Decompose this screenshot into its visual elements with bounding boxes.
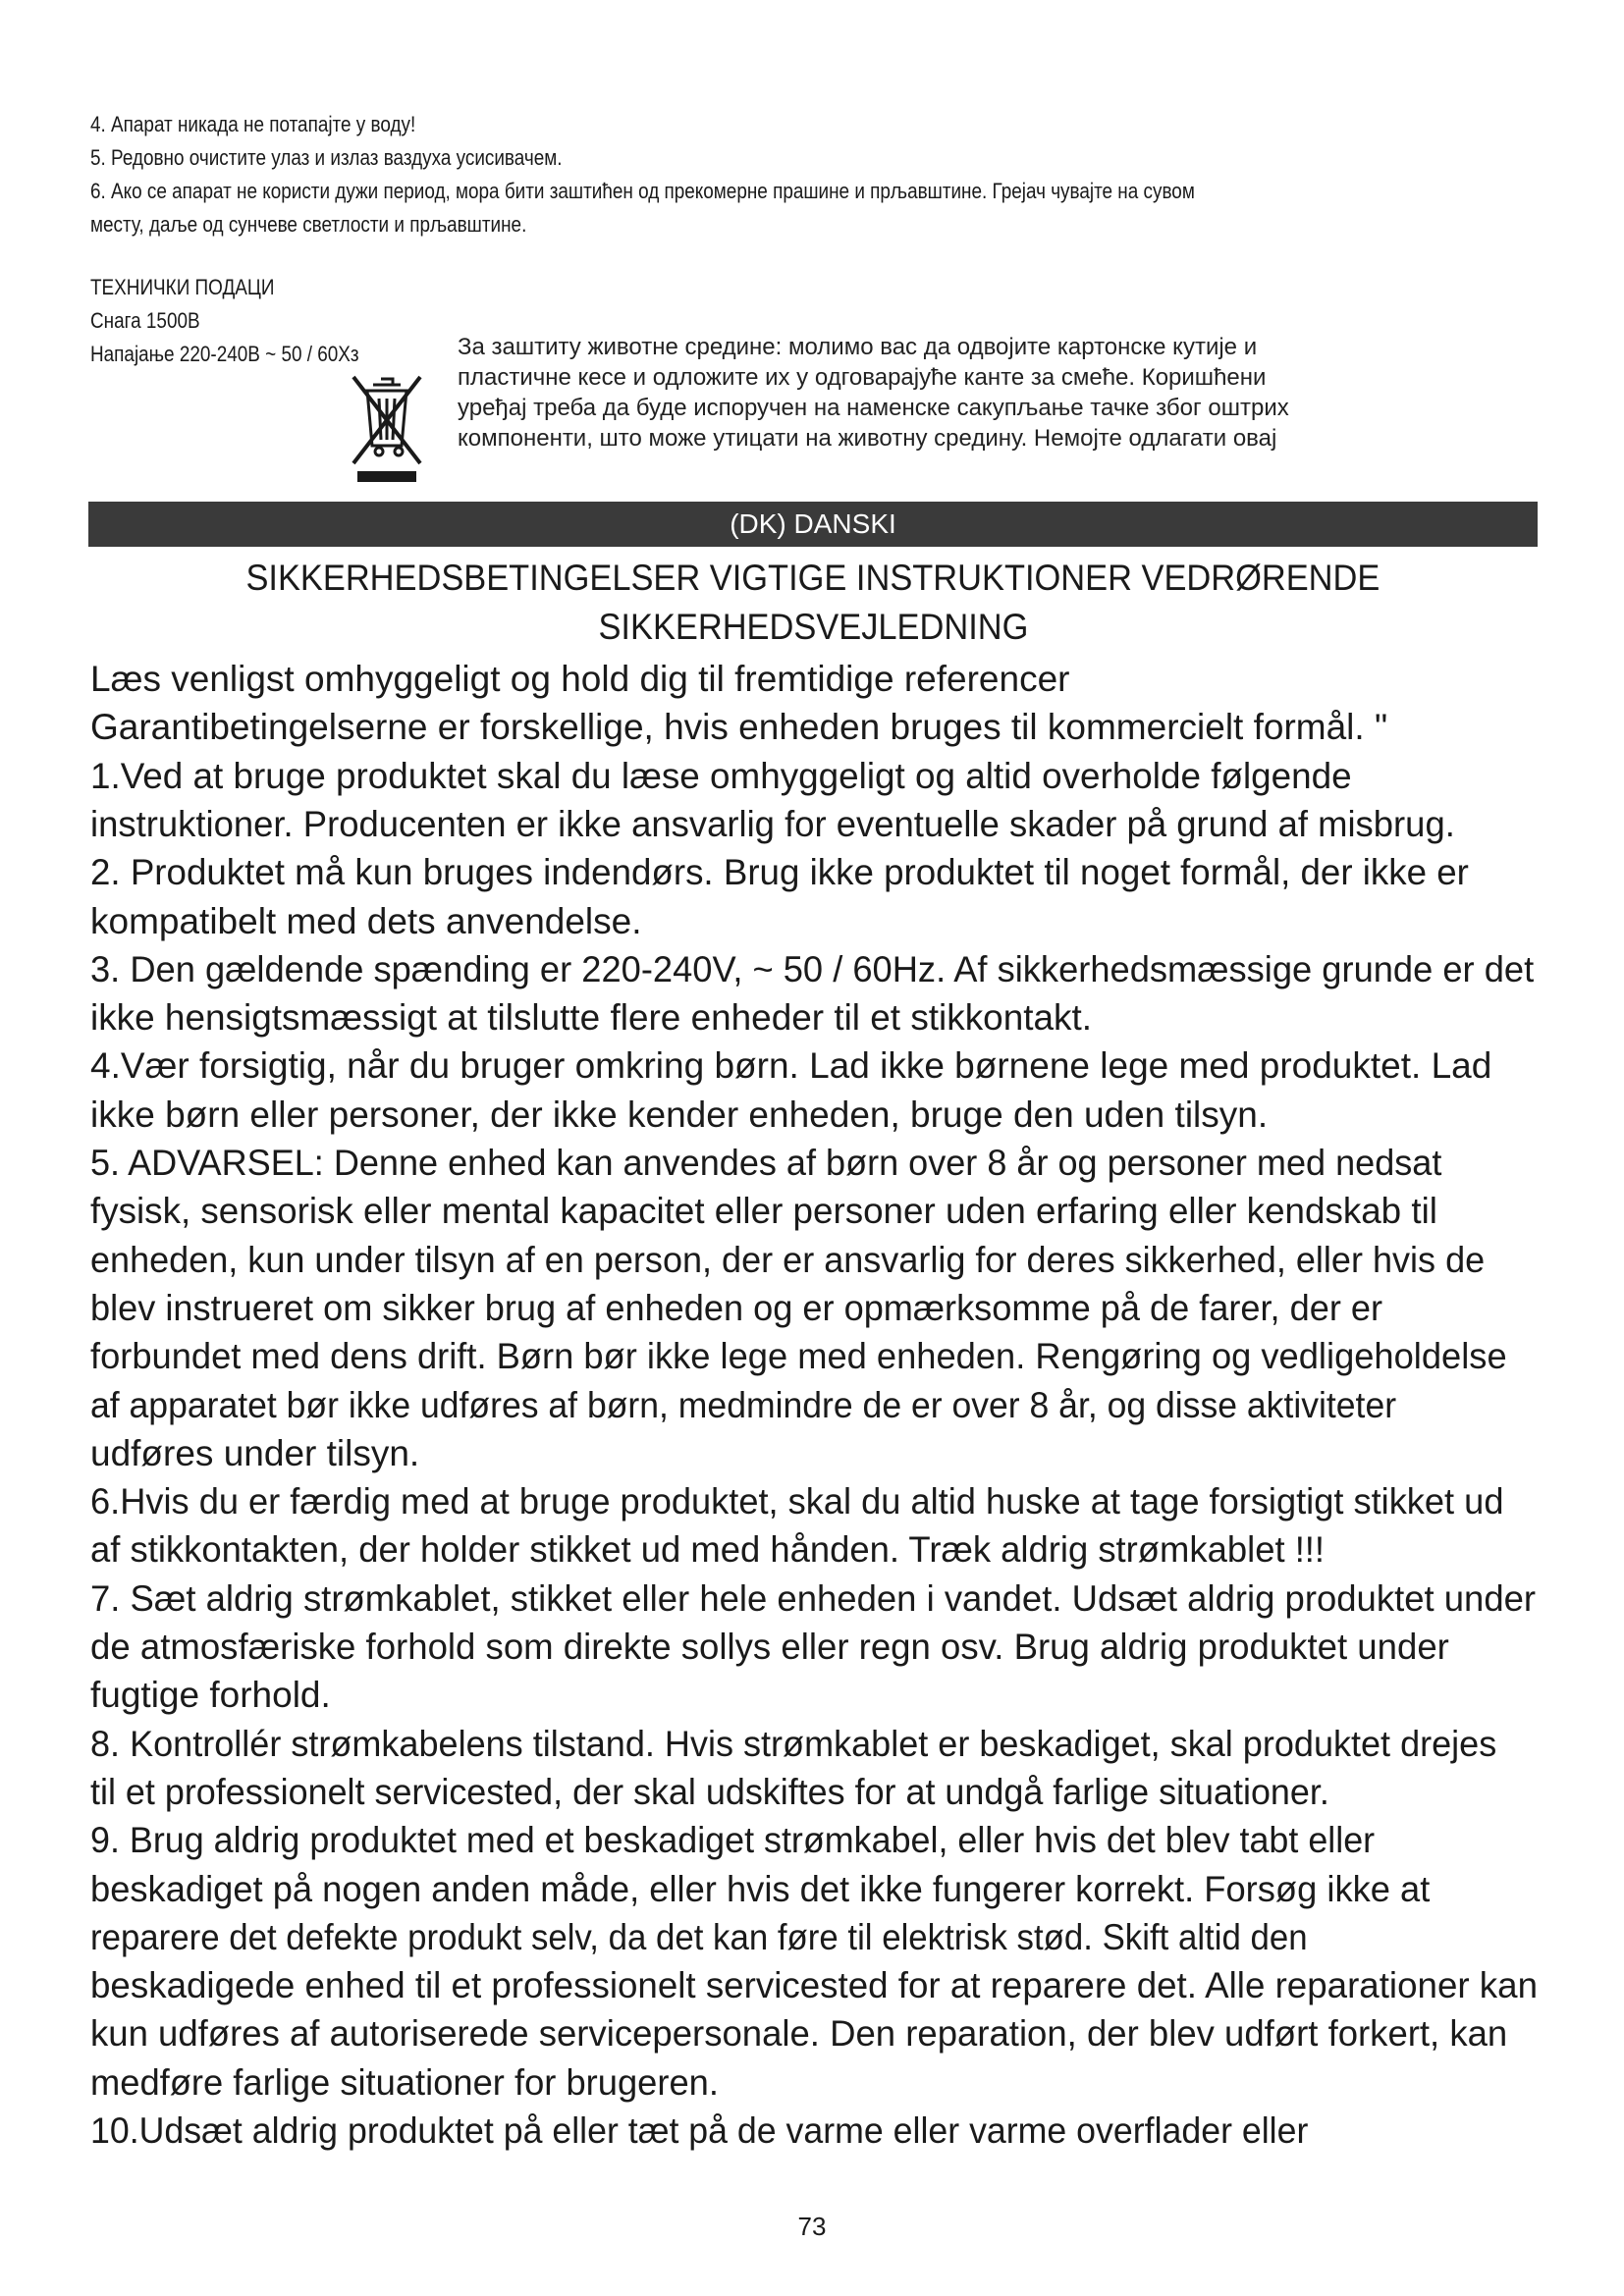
section-header-danish: (DK) DANSKI: [88, 502, 1538, 547]
danish-body-line: forbundet med dens drift. Børn bør ikke lege med enheden. Rengøring og vedligeholdelse: [90, 1336, 1507, 1376]
danish-body-line: ikke børn eller personer, der ikke kender enheden, bruge den uden tilsyn.: [90, 1095, 1269, 1135]
danish-body-line: ikke hensigtsmæssigt at tilslutte flere enheder til et stikkontakt.: [90, 997, 1093, 1038]
danish-body-line: de atmosfæriske forhold som direkte sollys eller regn osv. Brug aldrig produktet under: [90, 1627, 1449, 1667]
danish-title-line-1: [88, 556, 1538, 601]
page-number: 73: [797, 2212, 827, 2241]
danish-body-line: udføres under tilsyn.: [90, 1433, 420, 1473]
danish-body-line: 6.Hvis du er færdig med at bruge produktet, skal du altid huske at tage forsigtigt stikket ud: [90, 1481, 1504, 1522]
danish-body-line: 7. Sæt aldrig strømkablet, stikket eller hele enheden i vandet. Udsæt aldrig produktet under: [90, 1578, 1537, 1619]
danish-body-line: 8. Kontrollér strømkabelens tilstand. Hvis strømkablet er beskadiget, skal produktet drejes: [90, 1724, 1497, 1764]
danish-body-line: blev instrueret om sikker brug af enheden og er opmærksomme på de farer, der er: [90, 1288, 1383, 1328]
sr-instruction-6: 6. Ако се апарат не користи дужи период, мора бити заштићен од прекомерне прашине и прљавштине. Грејач чувајте на сувом: [90, 179, 1195, 203]
tech-data-heading: ТЕХНИЧКИ ПОДАЦИ: [90, 275, 275, 299]
danish-body-line: Læs venligst omhyggeligt og hold dig til fremtidige referencer: [90, 659, 1070, 699]
danish-body-line: kun udføres af autoriserede servicepersonale. Den reparation, der blev udført forkert, kan: [90, 2013, 1508, 2054]
danish-body-line: af apparatet bør ikke udføres af børn, medmindre de er over 8 år, og disse aktiviteter: [90, 1385, 1397, 1425]
danish-body-line: beskadiget på nogen anden måde, eller hvis det ikke fungerer korrekt. Forsøg ikke at: [90, 1869, 1431, 1909]
sr-instruction-5: 5. Редовно очистите улаз и излаз ваздуха усисивачем.: [90, 145, 563, 170]
sr-instruction-6-cont: месту, даље од сунчеве светлости и прљавштине.: [90, 212, 527, 237]
danish-body-line: 2. Produktet må kun bruges indendørs. Brug ikke produktet til noget formål, der ikke er: [90, 852, 1469, 892]
danish-body-line: enheden, kun under tilsyn af en person, der er ansvarlig for deres sikkerhed, eller hvis de: [90, 1240, 1486, 1280]
danish-body-line: fugtige forhold.: [90, 1675, 331, 1715]
danish-body-line: 1.Ved at bruge produktet skal du læse omhyggeligt og altid overholde følgende: [90, 756, 1352, 796]
eco-notice-line-1: За заштиту животне средине: молимо вас да одвојите картонске кутије и: [458, 334, 1258, 360]
danish-body-line: kompatibelt med dets anvendelse.: [90, 901, 642, 941]
danish-body-line: 9. Brug aldrig produktet med et beskadiget strømkabel, eller hvis det blev tabt eller: [90, 1820, 1376, 1860]
danish-body-line: instruktioner. Producenten er ikke ansvarlig for eventuelle skader på grund af misbrug.: [90, 804, 1455, 844]
eco-notice-line-2: пластичне кесе и одложите их у одговарајуће канте за смеће. Коришћени: [458, 364, 1267, 391]
danish-body-line: fysisk, sensorisk eller mental kapacitet eller personer uden erfaring eller kendskab til: [90, 1191, 1437, 1231]
eco-notice-line-3: уређај треба да буде испоручен на наменске сакупљање тачке због оштрих: [458, 395, 1289, 421]
danish-body-line: til et professionelt servicested, der skal udskiftes for at undgå farlige situationer.: [90, 1772, 1329, 1812]
danish-title-text-2: SIKKERHEDSVEJLEDNING: [598, 607, 1028, 647]
danish-body-line: Garantibetingelserne er forskellige, hvis enheden bruges til kommercielt formål. ": [90, 707, 1388, 747]
eco-notice-line-4: компоненти, што може утицати на животну средину. Немојте одлагати овај: [458, 425, 1277, 452]
danish-body-line: medføre farlige situationer for brugeren.: [90, 2062, 719, 2103]
danish-body-line: beskadigede enhed til et professionelt servicested for at reparere det. Alle reparationer kan: [90, 1965, 1539, 2005]
danish-body-line: af stikkontakten, der holder stikket ud med hånden. Træk aldrig strømkablet !!!: [90, 1529, 1326, 1570]
danish-body-line: 10.Udsæt aldrig produktet på eller tæt på de varme eller varme overflader eller: [90, 2110, 1309, 2151]
weee-crossed-bin-icon: [350, 371, 424, 485]
danish-title-text-1: SIKKERHEDSBETINGELSER VIGTIGE INSTRUKTIONER VEDRØRENDE: [245, 558, 1380, 598]
danish-body-line: reparere det defekte produkt selv, da det kan føre til elektrisk stød. Skift altid den: [90, 1917, 1308, 1957]
danish-body-line: 4.Vær forsigtig, når du bruger omkring børn. Lad ikke børnene lege med produktet. Lad: [90, 1045, 1492, 1086]
tech-supply: Напајање 220-240В ~ 50 / 60Хз: [90, 342, 359, 366]
tech-power: Снага 1500В: [90, 308, 200, 333]
danish-body-line: 5. ADVARSEL: Denne enhed kan anvendes af børn over 8 år og personer med nedsat: [90, 1143, 1442, 1183]
danish-body-line: 3. Den gældende spænding er 220-240V, ~ 50 / 60Hz. Af sikkerhedsmæssige grunde er det: [90, 949, 1535, 989]
danish-title-line-2: [88, 605, 1538, 650]
sr-instruction-4: 4. Апарат никада не потапајте у воду!: [90, 112, 416, 136]
